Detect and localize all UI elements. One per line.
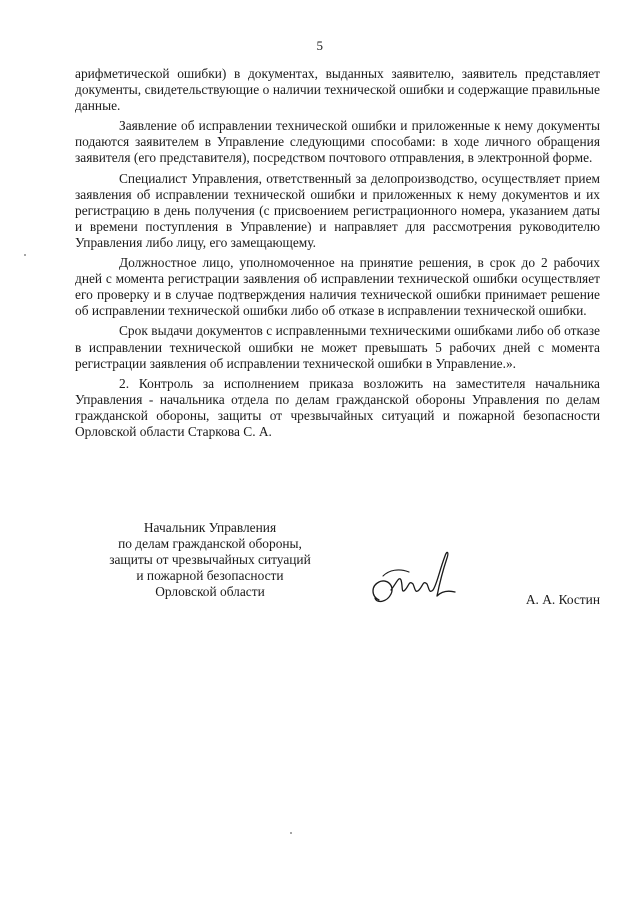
scan-speck <box>290 832 292 834</box>
document-body <box>75 66 600 444</box>
paragraph-control-item-2: 2. Контроль за исполнением приказа возложить на заместителя начальника Управления - начальника отдела по делам гражданской обороны Управления по делам гражданской обороны, защиты от чрезвычайных ситуаций и пожарной безопасности Орловской области Старкова С. А. <box>75 375 600 439</box>
paragraph-submission-methods: Заявление об исправлении технической ошибки и приложенные к нему документы подаются заявителем в Управление следующими способами: в ходе личного обращения заявителя (его представителя), посредством почтового отправления, в электронной форме. <box>75 118 600 166</box>
handwritten-signature-icon <box>365 546 465 610</box>
position-line: защиты от чрезвычайных ситуаций <box>109 552 311 568</box>
paragraph-continuation: арифметической ошибки) в документах, выданных заявителю, заявитель представляет документы, свидетельствующие о наличии технической ошибки и содержащие правильные данные. <box>75 66 600 114</box>
page-number: 5 <box>316 38 324 53</box>
signer-name: А. А. Костин <box>525 592 600 607</box>
paragraph-review-decision: Должностное лицо, уполномоченное на принятие решения, в срок до 2 рабочих дней с момента регистрации заявления об исправлении технической ошибки осуществляет его проверку и в случае подтверждения наличия технической ошибки принимает решение об исправлении технической ошибки либо об отказе в исправлении технической ошибки. <box>75 255 600 319</box>
signature-block <box>75 520 600 610</box>
position-line: по делам гражданской обороны, <box>118 536 302 552</box>
position-line: и пожарной безопасности <box>136 568 284 584</box>
paragraph-registration: Специалист Управления, ответственный за делопроизводство, осуществляет прием заявления об исправлении технической ошибки и приложенных к нему документов и их регистрацию в день получения (с присвоением регистрационного номера, указанием даты и времени поступления в Управление) и направляет для рассмотрения руководителю Управления либо лицу, его замещающему. <box>75 170 600 250</box>
signer-position-title <box>75 520 345 600</box>
position-line: Начальник Управления <box>143 520 277 535</box>
position-line: Орловской области <box>155 584 265 600</box>
scan-speck <box>24 254 26 256</box>
paragraph-issuance-deadline: Срок выдачи документов с исправленными техническими ошибками либо об отказе в исправлении технической ошибки не может превышать 5 рабочих дней с момента регистрации заявления об исправлении технической ошибки в Управление.». <box>75 323 600 371</box>
